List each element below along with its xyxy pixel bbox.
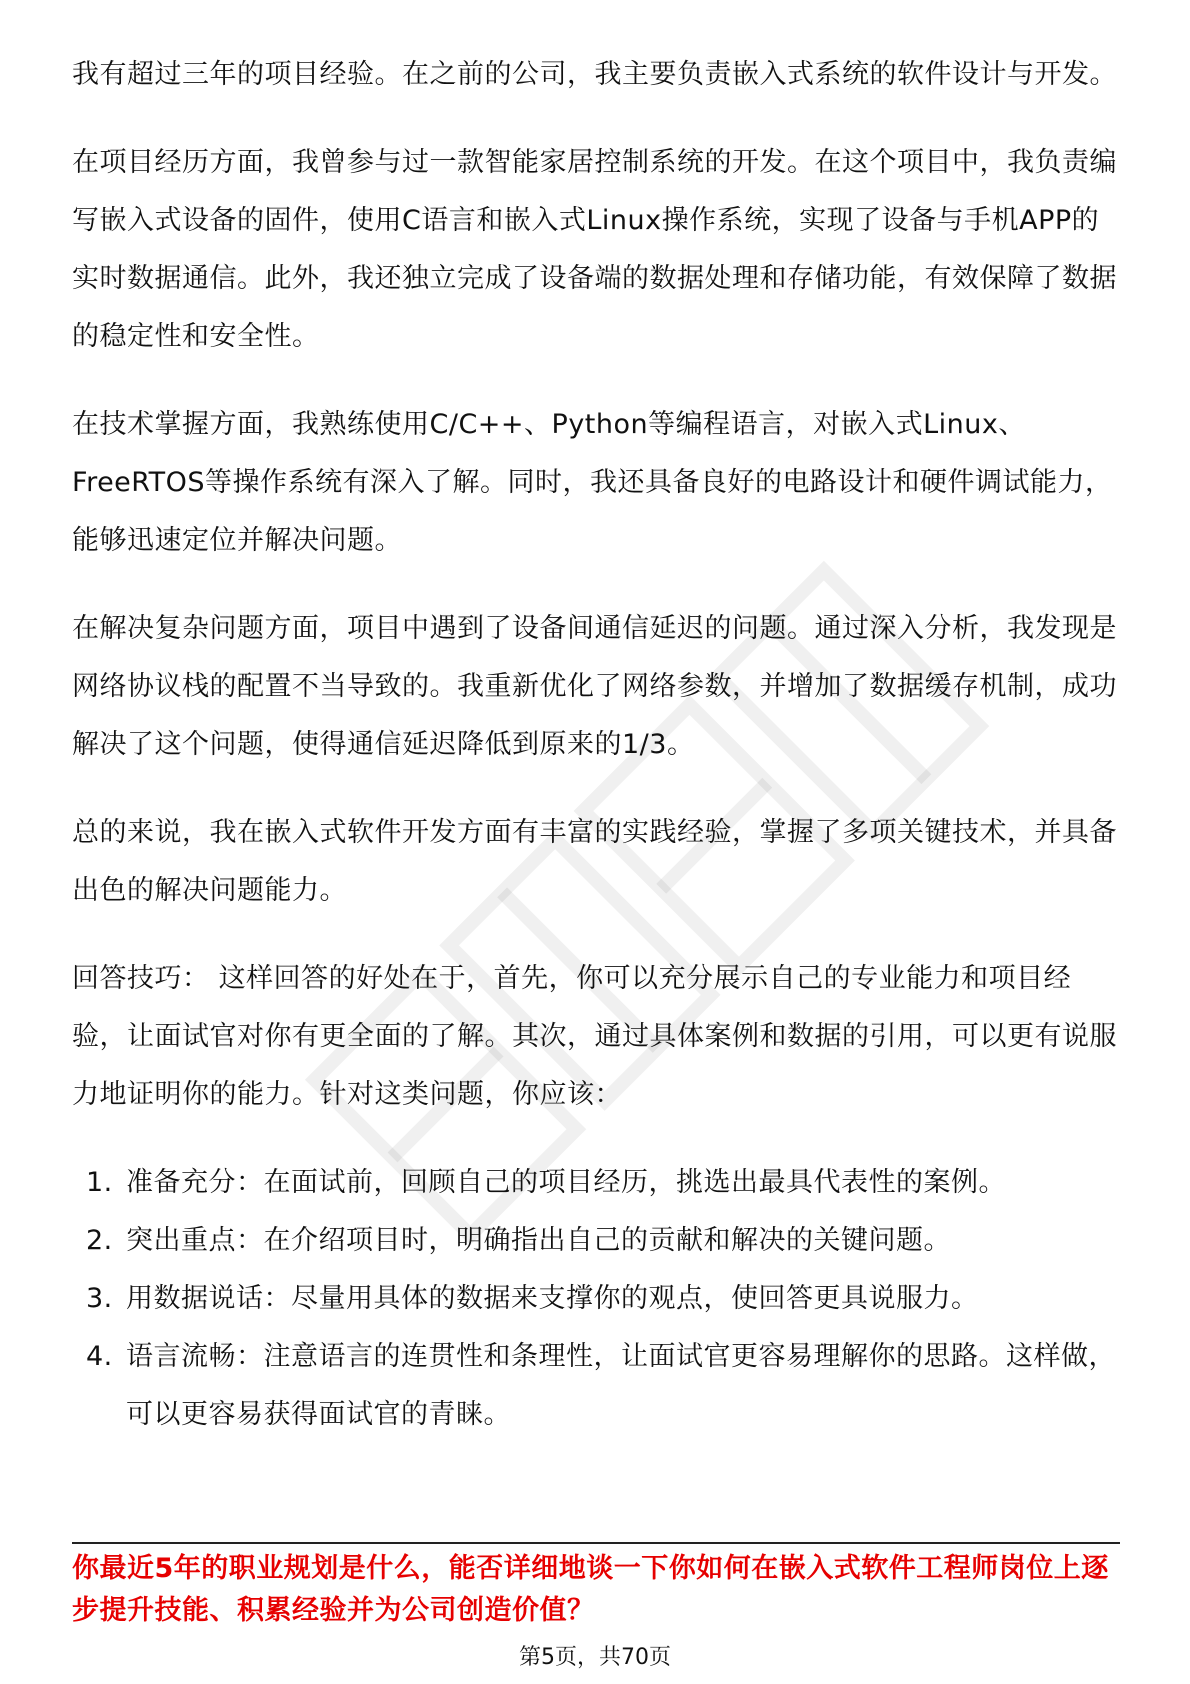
list-item-text: 突出重点：在介绍项目时，明确指出自己的贡献和解决的关键问题。 [126, 1225, 951, 1256]
list-item-number: 4. [86, 1341, 113, 1372]
list-item [72, 1328, 1122, 1444]
paragraph-answer-tips: 回答技巧： 这样回答的好处在于，首先，你可以充分展示自己的专业能力和项目经验，让面试官对你有更全面的了解。其次，通过具体案例和数据的引用，可以更有说服力地证明你的能力。针对这类问题，你应该： [72, 963, 1117, 1110]
list-item-text: 用数据说话：尽量用具体的数据来支撑你的观点，使回答更具说服力。 [126, 1283, 979, 1314]
paragraph-tech-skills: 在技术掌握方面，我熟练使用C/C++、Python等编程语言，对嵌入式Linux、FreeRTOS等操作系统有深入了解。同时，我还具备良好的电路设计和硬件调试能力，能够迅速定位并解决问题。 [72, 409, 1113, 556]
list-item-number: 1. [86, 1167, 113, 1198]
page-number: 第5页，共70页 [519, 1645, 671, 1670]
paragraph-problem-solving: 在解决复杂问题方面，项目中遇到了设备间通信延迟的问题。通过深入分析，我发现是网络协议栈的配置不当导致的。我重新优化了网络参数，并增加了数据缓存机制，成功解决了这个问题，使得通信延迟降低到原来的1/3。 [72, 613, 1117, 760]
list-item [72, 1212, 1122, 1270]
next-question-heading: 你最近5年的职业规划是什么，能否详细地谈一下你如何在嵌入式软件工程师岗位上逐步提升技能、积累经验并为公司创造价值？ [72, 1553, 1109, 1626]
list-item-number: 3. [86, 1283, 113, 1314]
tips-list [72, 1154, 1122, 1444]
paragraph-project-experience: 在项目经历方面，我曾参与过一款智能家居控制系统的开发。在这个项目中，我负责编写嵌入式设备的固件，使用C语言和嵌入式Linux操作系统，实现了设备与手机APP的实时数据通信。此外，我还独立完成了设备端的数据处理和存储功能，有效保障了数据的稳定性和安全性。 [72, 147, 1117, 352]
list-item-text: 语言流畅：注意语言的连贯性和条理性，让面试官更容易理解你的思路。这样做，可以更容易获得面试官的青睐。 [126, 1341, 1116, 1430]
list-item [72, 1154, 1122, 1212]
list-item-number: 2. [86, 1225, 113, 1256]
main-content [72, 46, 1122, 1444]
list-item [72, 1270, 1122, 1328]
paragraph-summary: 总的来说，我在嵌入式软件开发方面有丰富的实践经验，掌握了多项关键技术，并具备出色的解决问题能力。 [72, 817, 1117, 906]
list-item-text: 准备充分：在面试前，回顾自己的项目经历，挑选出最具代表性的案例。 [126, 1167, 1006, 1198]
section-divider [72, 1542, 1120, 1544]
paragraph-intro: 我有超过三年的项目经验。在之前的公司，我主要负责嵌入式系统的软件设计与开发。 [72, 59, 1117, 90]
